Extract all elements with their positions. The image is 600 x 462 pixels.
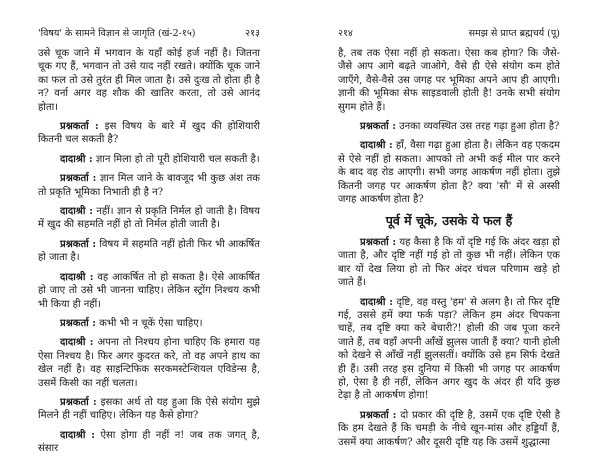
paragraph-text: कभी भी न चूकें ऐसा चाहिए। xyxy=(99,317,203,329)
speaker-label: प्रश्नकर्ता : xyxy=(360,409,397,421)
dialogue-paragraph xyxy=(38,120,260,147)
speaker-label: प्रश्नकर्ता : xyxy=(60,396,97,408)
paragraph-text: हाँ, वैसा गढ़ा हुआ होता है। लेकिन वह एकदम से ऐसे नहीं हो सकता। आपको तो अभी कई मील पार करने के बाद वह रोड आएगी। सभी जगह आकर्षण नहीं होता। तुझे कितनी जगह पर आकर्षण होता है? क्या 'सौ' में से अस्सी जगह आकर्षण होता है? xyxy=(338,140,560,206)
dialogue-paragraph xyxy=(338,296,560,403)
paragraph xyxy=(338,47,560,114)
paragraph-text: अपना तो निश्चय होना चाहिए कि हमारा यह ऐसा निश्चय है। फिर अगर कुदरत करे, तो वह अपने हाथ का खेल नहीं है। वह साइन्टिफिक सरकमस्टेन्शियल एविडेन्स है, उसमें किसी का नहीं चलता। xyxy=(38,337,260,389)
running-title: समझ से प्राप्त ब्रह्मचर्य (पू) xyxy=(468,28,560,39)
paragraph xyxy=(38,47,260,114)
page-number: २१३ xyxy=(245,28,260,39)
left-page xyxy=(38,0,260,460)
speaker-label: दादाश्री : xyxy=(60,206,93,218)
paragraph-text: है, तब तक ऐसा नहीं हो सकता। ऐसा कब होगा? कि जैसे-जैसे आप आगे बढ़ते जाओगे, वैसे ही ऐसे संयोग कम होते जाएँगे, वैसे-वैसे उस जगह पर भूमिका अपने आप ही आएगी। ज्ञानी की भूमिका सेफ साइडवाली होती है! उनके सभी संयोग सुगम होते हैं। xyxy=(338,48,560,113)
paragraph-text: दृष्टि, वह वस्तु 'हम' से अलग है। तो फिर दृष्टि गई, उससे हमें क्या फर्क पड़ा? लेकिन हम अंदर चिपकना चाहें, तब दृष्टि क्या करे बेचारी?! होली की जब पूजा करने जाते हैं, तब वहाँ अपनी आँखें झुलस जाती हैं क्या? यानी होली को देखने से आँखें नहीं झुलसतीं। क्योंकि उसे हम सिर्फ देखते ही हैं। उसी तरह इस दुनिया में किसी भी जगह पर आकर्षण हो, ऐसा है ही नहीं, लेकिन अगर खुद के अंदर ही यदि कुछ टेढ़ा है तो आकर्षण होगा! xyxy=(338,296,560,402)
dialogue-paragraph xyxy=(338,139,560,206)
paragraph-text: वह आकर्षित तो हो सकता है। ऐसे आकर्षित हो जाए तो उसे भी जानना चाहिए। लेकिन स्ट्रोंग निश्चय कभी भी किया ही नहीं। xyxy=(38,271,260,310)
speaker-label: दादाश्री : xyxy=(360,140,393,152)
speaker-label: प्रश्नकर्ता : xyxy=(60,173,97,185)
paragraph-text: इस विषय के बारे में खुद की होशियारी कितनी चल सकती है? xyxy=(38,121,260,146)
running-title: 'विषय' के सामने विज्ञान से जागृति (खं-2-१५) xyxy=(38,28,196,39)
paragraph-text: नहीं। ज्ञान से प्रकृति निर्मल हो जाती है। विषय में खुद की सहमति नहीं हो तो निर्मल होती जाती है। xyxy=(38,206,260,231)
speaker-label: दादाश्री : xyxy=(60,429,95,441)
speaker-label: प्रश्नकर्ता : xyxy=(60,238,97,250)
speaker-label: दादाश्री : xyxy=(60,153,93,165)
speaker-label: प्रश्नकर्ता : xyxy=(360,236,397,248)
paragraph-text: ऐसा होगा ही नहीं न! जब तक जगत् है, संसार xyxy=(38,429,260,455)
right-page xyxy=(338,0,560,460)
paragraph-text: ज्ञान मिला हो तो पूरी होशियारी चल सकती है। xyxy=(95,153,260,165)
dialogue-paragraph xyxy=(38,153,260,166)
paragraph-text: ज्ञान मिल जाने के बावजूद भी कुछ अंश तक तो प्रकृति भूमिका निभाती ही है न? xyxy=(38,173,260,198)
paragraph-text: उनका व्यवस्थित उस तरह गढ़ा हुआ होता है? xyxy=(399,121,560,133)
dialogue-paragraph xyxy=(38,271,260,311)
speaker-label: दादाश्री : xyxy=(360,296,393,308)
paragraph-text: विषय में सहमति नहीं होती फिर भी आकर्षित हो जाता है। xyxy=(38,238,260,264)
dialogue-paragraph xyxy=(38,336,260,390)
page-header xyxy=(338,26,560,40)
paragraph-text: उसे चूक जाने में भगवान के यहाँ कोई हर्ज नहीं है। जितना चूक गए हैं, भगवान तो उसे याद नहीं रखते। क्योंकि चूक जाने का फल तो उसे तुरंत ही मिल जाता है। उसे दुःख तो होता ही है न? वर्ना अगर वह शौक की खातिर करता, तो उसे आनंद होता। xyxy=(38,48,260,113)
dialogue-paragraph xyxy=(38,172,260,199)
dialogue-paragraph xyxy=(38,396,260,423)
speaker-label: प्रश्नकर्ता : xyxy=(60,121,99,133)
page-number: २१४ xyxy=(338,28,353,39)
speaker-label: दादाश्री : xyxy=(60,271,94,283)
page-body xyxy=(38,47,260,462)
page-header xyxy=(38,26,260,40)
dialogue-paragraph xyxy=(38,238,260,265)
paragraph-text: इसका अर्थ तो यह हुआ कि ऐसे संयोग मुझे मिलने ही नहीं चाहिए। लेकिन यह कैसे होगा? xyxy=(38,396,260,422)
section-heading: पूर्व में चूके, उसके ये फल हैं xyxy=(385,213,513,229)
speaker-label: दादाश्री : xyxy=(60,337,94,349)
page-body xyxy=(338,47,560,455)
dialogue-paragraph xyxy=(338,236,560,290)
dialogue-paragraph xyxy=(338,409,560,449)
paragraph-text: दो प्रकार की दृष्टि है, उसमें एक दृष्टि ऐसी है कि हम देखते हैं कि चमड़ी के नीचे खून-मांस और हड्डियाँ हैं, उसमें क्या आकर्षण? और दूसरी दृष्टि यह कि उसमें शुद्धात्मा xyxy=(338,409,561,448)
dialogue-paragraph xyxy=(338,120,560,133)
dialogue-paragraph xyxy=(38,429,260,456)
paragraph-text: यह कैसा है कि यों दृष्टि गई कि अंदर खड़ा हो जाता है, और दृष्टि नहीं गई हो तो कुछ भी नहीं। लेकिन एक बार यों देख लिया हो तो फिर अंदर चंचल परिणाम खड़े हो जाते हैं। xyxy=(338,236,560,289)
speaker-label: प्रश्नकर्ता : xyxy=(360,121,396,133)
speaker-label: प्रश्नकर्ता : xyxy=(60,317,96,329)
dialogue-paragraph xyxy=(38,205,260,232)
dialogue-paragraph xyxy=(38,317,260,330)
